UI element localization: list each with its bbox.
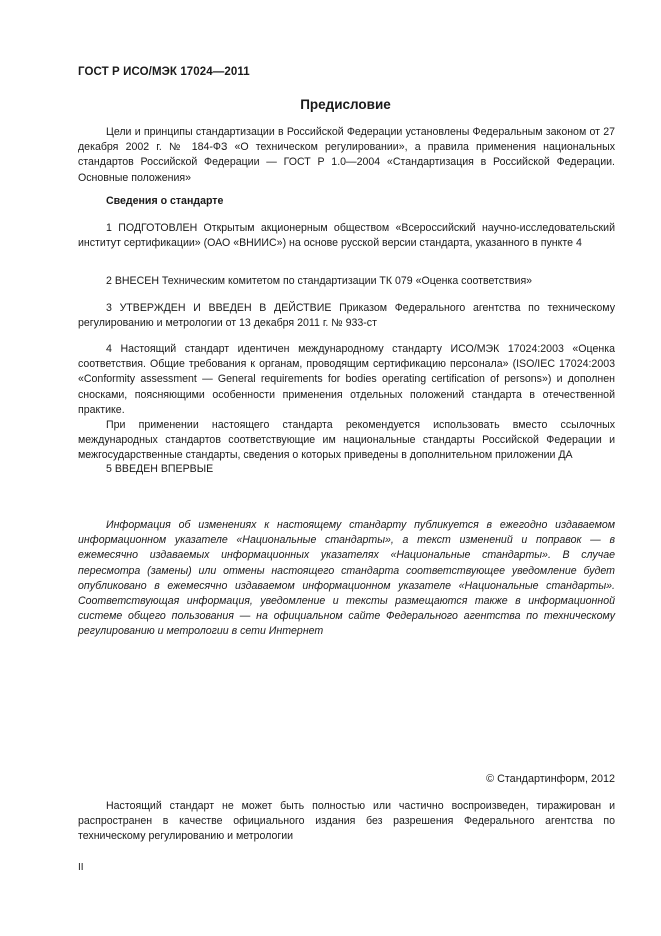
copyright: © Стандартинформ, 2012	[486, 773, 615, 785]
notice-block	[78, 518, 615, 640]
item-4-note: При применении настоящего стандарта рекомендуется использовать вместо ссылочных международных стандартов соответствующие им национальные стандарты Российской Федерации и межгосударственные стандарты, сведения о которых приведены в дополнительном приложении ДА	[78, 419, 615, 462]
notice-text: Информация об изменениях к настоящему стандарту публикуется в ежегодно издаваемом информационном указателе «Национальные стандарты», а текст изменений и поправок — в ежемесячно издаваемых информационных указателях «Национальные стандарты». В случае пересмотра (замены) или отмены настоящего стандарта соответствующее уведомление будет опубликовано в ежемесячно издаваемом информационном указателе «Национальные стандарты». Соответствующая информация, уведомление и тексты размещаются также в информационной системе общего пользования — на официальном сайте Федерального агентства по техническому регулированию и метрологии в сети Интернет	[78, 519, 615, 638]
section-subtitle: Сведения о стандарте	[106, 195, 224, 207]
page-number: II	[78, 862, 84, 873]
intro-paragraph	[78, 125, 615, 186]
item-5: 5 ВВЕДЕН ВПЕРВЫЕ	[106, 463, 214, 475]
page-title: Предисловие	[300, 97, 391, 112]
item-2	[78, 274, 615, 289]
item-4-text: 4 Настоящий стандарт идентичен международному стандарту ИСО/МЭК 17024:2003 «Оценка соответствия. Общие требования к органам, проводящим сертификацию персонала» (ISO/IEC 17024:2003 «Conformity assessment — General requirements for bodies operating certification of persons») и дополнен сносками, поясняющими особенности применения отдельных положений стандарта в отечественной практике.	[78, 343, 615, 416]
item-3	[78, 301, 615, 331]
intro-text: Цели и принципы стандартизации в Российской Федерации установлены Федеральным законом от 27 декабря 2002 г. № 184-ФЗ «О техническом регулировании», а правила применения национальных стандартов Российской Федерации — ГОСТ Р 1.0—2004 «Стандартизация в Российской Федерации. Основные положения»	[78, 126, 615, 184]
rights-paragraph	[78, 799, 615, 845]
rights-text: Настоящий стандарт не может быть полностью или частично воспроизведен, тиражирован и распространен в качестве официального издания без разрешения Федерального агентства по техническому регулированию и метрологии	[78, 800, 615, 843]
item-3-text: 3 УТВЕРЖДЕН И ВВЕДЕН В ДЕЙСТВИЕ Приказом Федерального агентства по техническому регулированию и метрологии от 13 декабря 2011 г. № 933-ст	[78, 302, 615, 330]
item-2-text: 2 ВНЕСЕН Техническим комитетом по стандартизации ТК 079 «Оценка соответствия»	[106, 275, 533, 287]
item-4	[78, 342, 615, 464]
item-1	[78, 221, 615, 251]
standard-code-header: ГОСТ Р ИСО/МЭК 17024—2011	[78, 66, 250, 78]
item-1-text: 1 ПОДГОТОВЛЕН Открытым акционерным обществом «Всероссийский научно-исследовательский институт сертификации» (ОАО «ВНИИС») на основе русской версии стандарта, указанного в пункте 4	[78, 222, 615, 250]
